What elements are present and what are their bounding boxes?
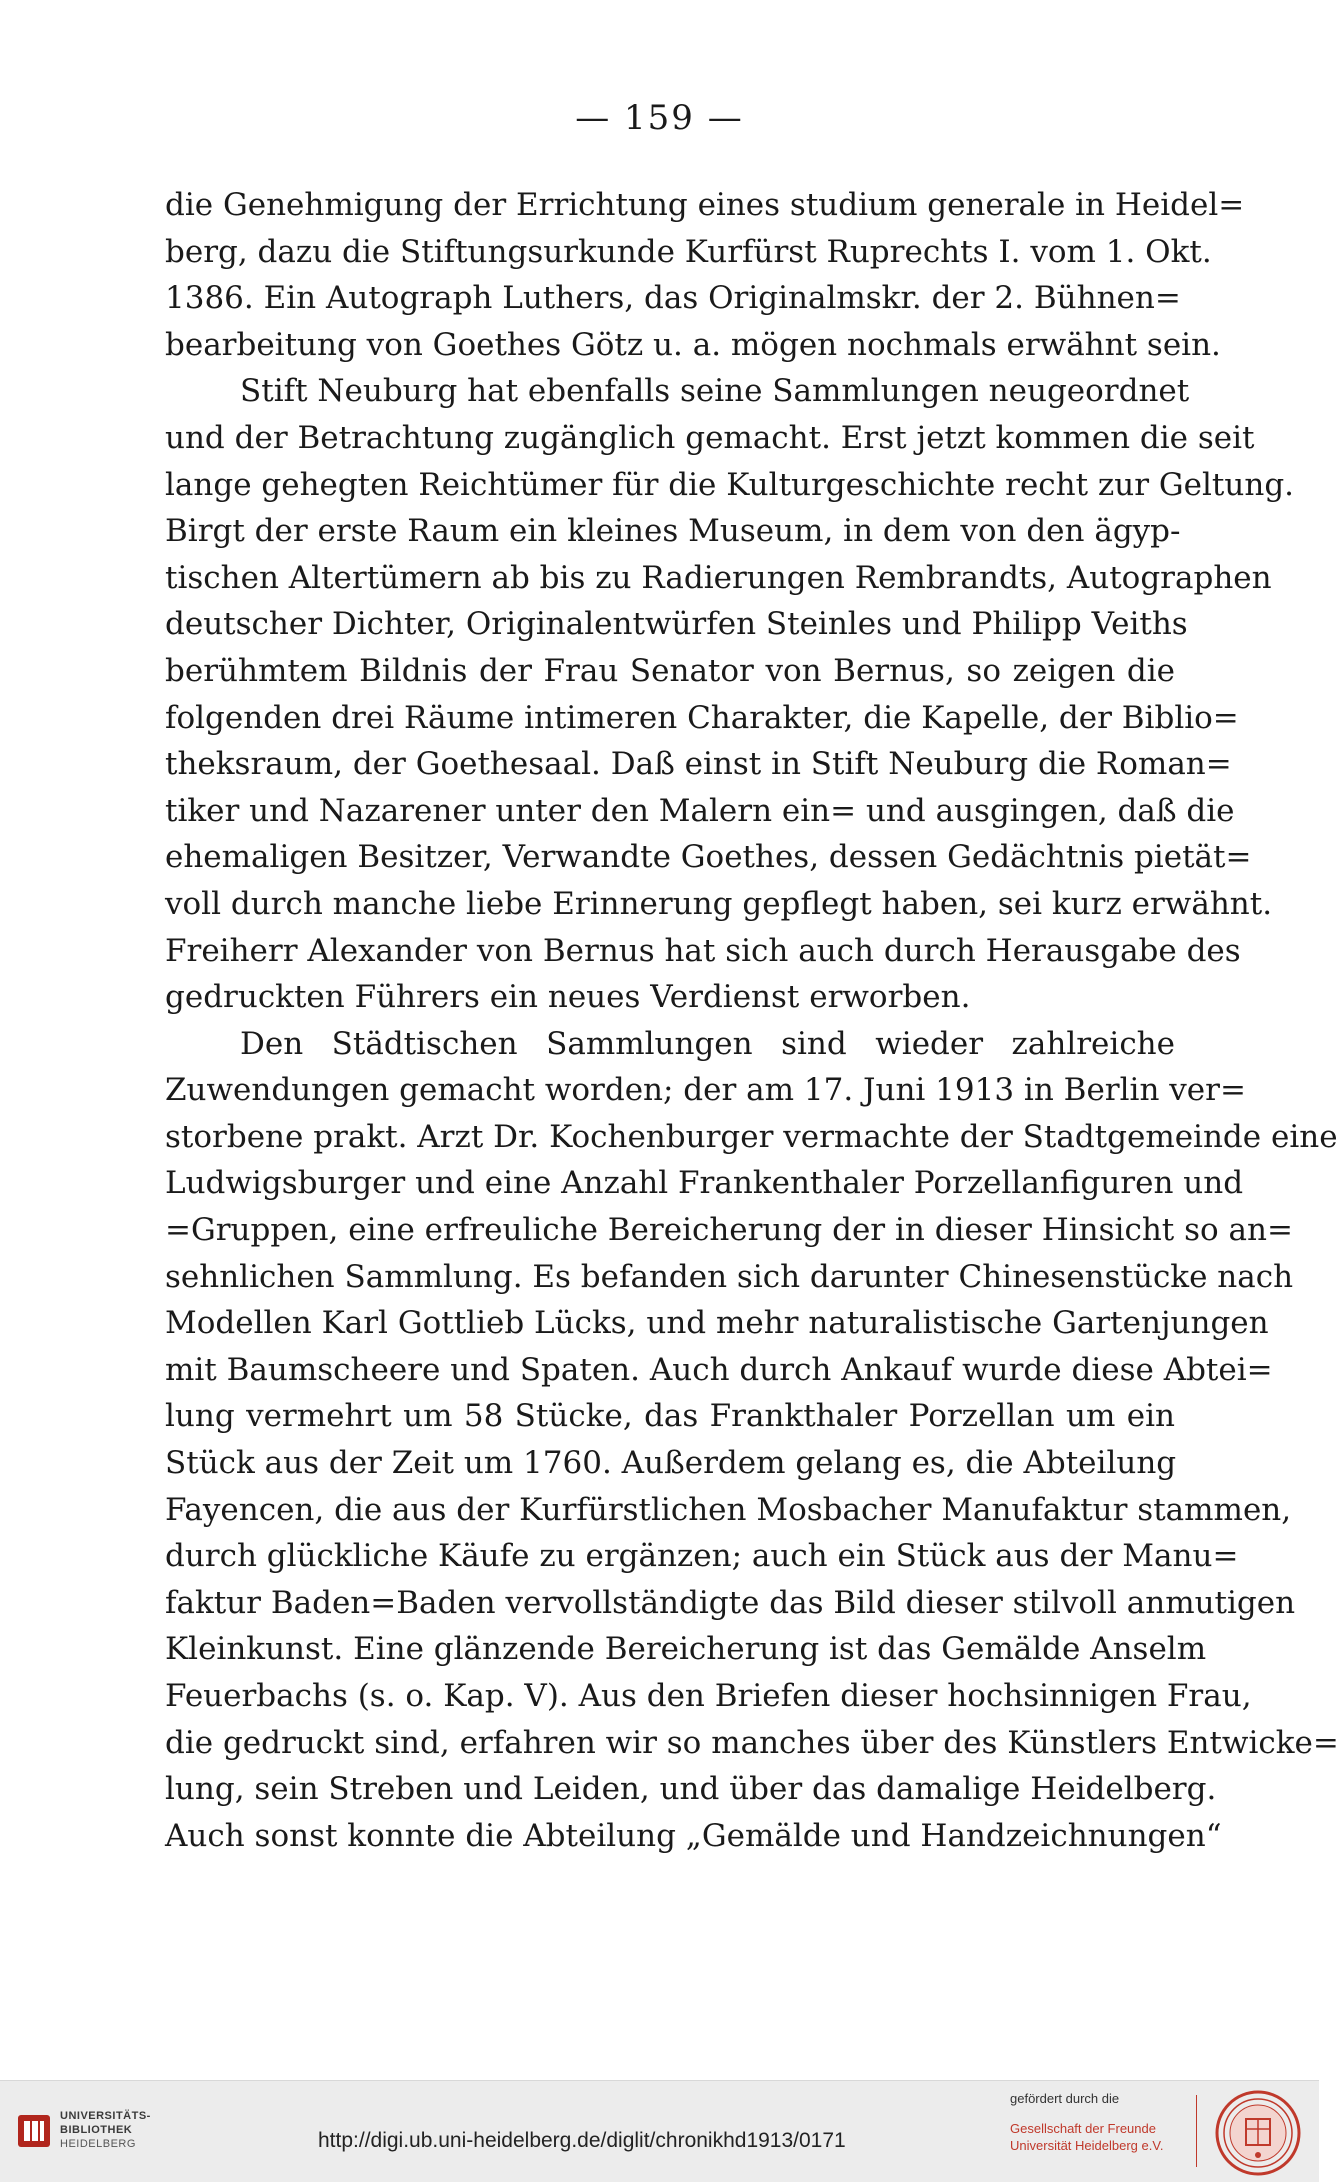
- text-line: voll durch manche liebe Erinnerung gepflegt haben, sei kurz erwähnt.: [165, 885, 1273, 922]
- text-line: bearbeitung von Goethes Götz u. a. mögen nochmals erwähnt sein.: [165, 326, 1221, 363]
- text-line: Birgt der erste Raum ein kleines Museum, in dem von den ägyp-: [165, 513, 1181, 550]
- text-line: theksraum, der Goethesaal. Daß einst in Stift Neuburg die Roman=: [165, 746, 1232, 783]
- text-line: mit Baumscheere und Spaten. Auch durch Ankauf wurde diese Abtei=: [165, 1351, 1273, 1388]
- text-line: Fayencen, die aus der Kurfürstlichen Mosbacher Manufaktur stammen,: [165, 1491, 1292, 1528]
- text-line: die Genehmigung der Errichtung eines studium generale in Heidel=: [165, 187, 1245, 223]
- text-line: Kleinkunst. Eine glänzende Bereicherung ist das Gemälde Anselm: [165, 1631, 1207, 1668]
- text-line: storbene prakt. Arzt Dr. Kochenburger vermachte der Stadtgemeinde eine: [165, 1118, 1338, 1155]
- text-line: lange gehegten Reichtümer für die Kulturgeschichte recht zur Geltung.: [165, 466, 1295, 503]
- text-line: sehnlichen Sammlung. Es befanden sich darunter Chinesenstücke nach: [165, 1258, 1294, 1295]
- text-line: die gedruckt sind, erfahren wir so manches über des Künstlers Entwicke=: [165, 1724, 1339, 1761]
- text-line: folgenden drei Räume intimeren Charakter, die Kapelle, der Biblio=: [165, 699, 1239, 736]
- sponsor-intro: gefördert durch die: [1010, 2091, 1120, 2106]
- text-line: Auch sonst konnte die Abteilung „Gemälde und Handzeichnungen“: [165, 1817, 1222, 1854]
- library-name-line: BIBLIOTHEK: [60, 2124, 133, 2136]
- sponsor-name-line: Universität Heidelberg e.V.: [1010, 2138, 1164, 2153]
- text-line: faktur Baden=Baden vervollständigte das Bild dieser stilvoll anmutigen: [165, 1584, 1296, 1621]
- text-line: Den Städtischen Sammlungen sind wieder zahlreiche: [240, 1025, 1175, 1062]
- university-seal-icon: [1214, 2089, 1302, 2177]
- text-line: Modellen Karl Gottlieb Lücks, und mehr naturalistische Gartenjungen: [165, 1305, 1269, 1342]
- text-line: Stift Neuburg hat ebenfalls seine Sammlungen neugeordnet: [240, 373, 1190, 410]
- text-line: Stück aus der Zeit um 1760. Außerdem gelang es, die Abteilung: [165, 1445, 1177, 1482]
- sponsor-name-line: Gesellschaft der Freunde: [1010, 2121, 1156, 2136]
- text-line: =Gruppen, eine erfreuliche Bereicherung der in dieser Hinsicht so an=: [165, 1212, 1293, 1249]
- text-line: lung vermehrt um 58 Stücke, das Frankthaler Porzellan um ein: [165, 1398, 1175, 1435]
- body-text: [165, 182, 1339, 1859]
- text-line: berg, dazu die Stiftungsurkunde Kurfürst Ruprechts I. vom 1. Okt.: [165, 233, 1212, 270]
- text-line: Ludwigsburger und eine Anzahl Frankenthaler Porzellanfiguren und: [165, 1165, 1244, 1202]
- text-line: Zuwendungen gemacht worden; der am 17. Juni 1913 in Berlin ver=: [165, 1072, 1246, 1109]
- text-line: durch glückliche Käufe zu ergänzen; auch ein Stück aus der Manu=: [165, 1538, 1239, 1575]
- page-number: — 159 —: [575, 98, 744, 138]
- sponsor-divider: [1196, 2095, 1197, 2167]
- text-line: Freiherr Alexander von Bernus hat sich auch durch Herausgabe des: [165, 932, 1241, 969]
- text-line: tischen Altertümern ab bis zu Radierungen Rembrandts, Autographen: [165, 559, 1272, 596]
- text-line: und der Betrachtung zugänglich gemacht. Erst jetzt kommen die seit: [165, 419, 1255, 456]
- text-line: Feuerbachs (s. o. Kap. V). Aus den Briefen dieser hochsinnigen Frau,: [165, 1678, 1252, 1714]
- sponsor-credit: [1010, 2091, 1210, 2154]
- text-line: berühmtem Bildnis der Frau Senator von Bernus, so zeigen die: [165, 652, 1175, 689]
- library-name: [60, 2109, 200, 2151]
- library-logo-icon: [14, 2111, 54, 2151]
- source-url-link[interactable]: http://digi.ub.uni-heidelberg.de/diglit/chronikhd1913/0171: [318, 2129, 846, 2152]
- text-line: 1386. Ein Autograph Luthers, das Originalmskr. der 2. Bühnen=: [165, 280, 1181, 317]
- text-line: gedruckten Führers ein neues Verdienst erworben.: [165, 979, 971, 1016]
- footer-bar: [0, 2080, 1319, 2182]
- text-line: ehemaligen Besitzer, Verwandte Goethes, dessen Gedächtnis pietät=: [165, 839, 1252, 876]
- library-name-line: UNIVERSITÄTS-: [60, 2110, 151, 2122]
- text-line: deutscher Dichter, Originalentwürfen Steinles und Philipp Veiths: [165, 606, 1188, 643]
- text-line: lung, sein Streben und Leiden, und über das damalige Heidelberg.: [165, 1771, 1217, 1808]
- library-name-line: HEIDELBERG: [60, 2138, 136, 2150]
- text-line: tiker und Nazarener unter den Malern ein= und ausgingen, daß die: [165, 792, 1235, 829]
